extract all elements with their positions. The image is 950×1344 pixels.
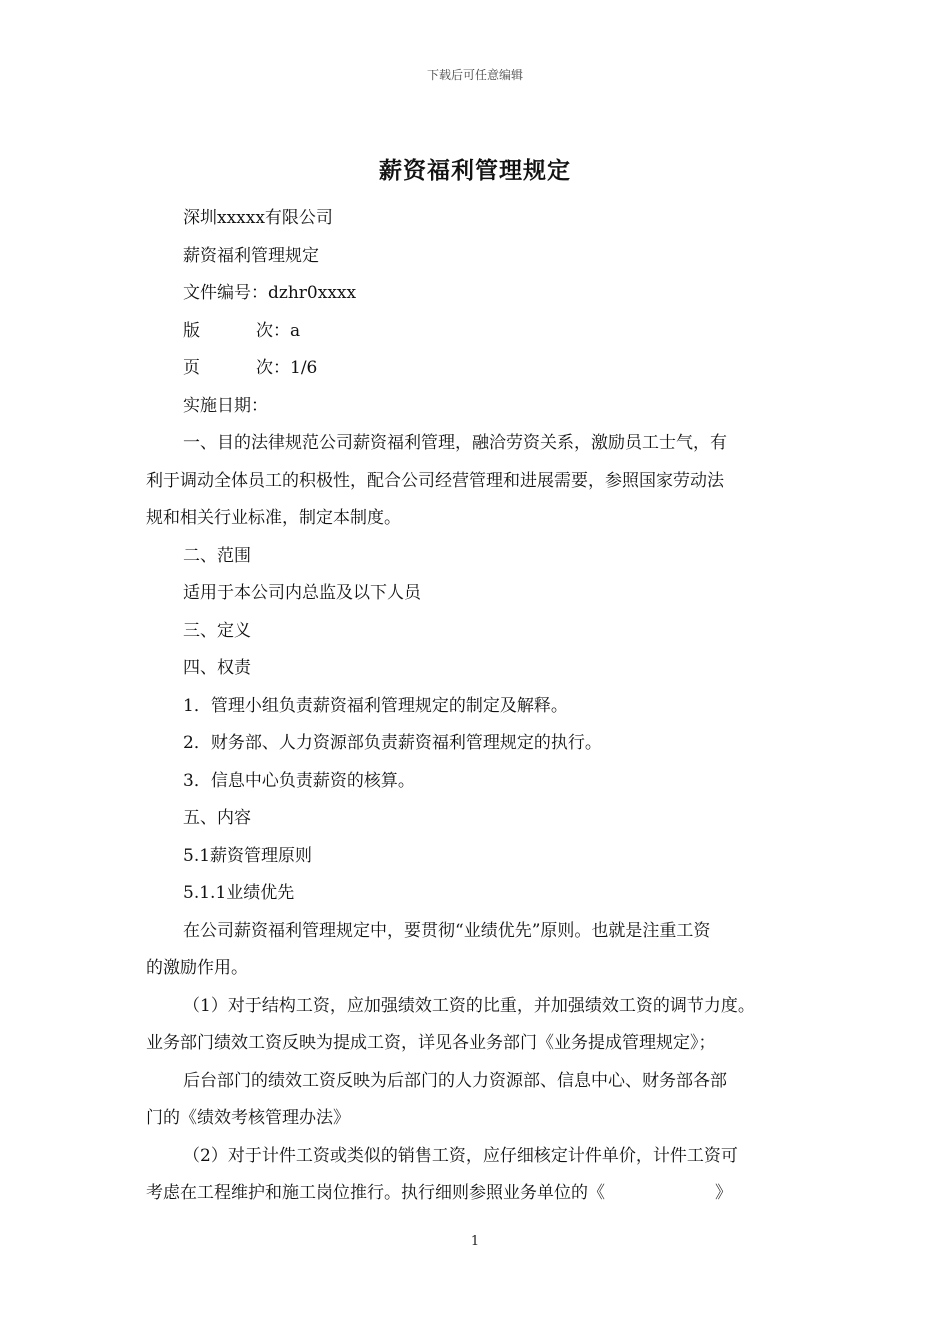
rights-item: 1．管理小组负责薪资福利管理规定的制定及解释。 bbox=[183, 695, 568, 716]
version-value: 次：a bbox=[256, 320, 301, 341]
paragraph-line: （1）对于结构工资，应加强绩效工资的比重，并加强绩效工资的调节力度。 bbox=[183, 995, 755, 1016]
closing-bracket: 》 bbox=[715, 1183, 732, 1203]
page-info-value: 次：1/6 bbox=[256, 358, 318, 378]
page-number: 1 bbox=[470, 1234, 480, 1249]
section-5-1-1: 5.1.1业绩优先 bbox=[183, 883, 295, 903]
scope-text: 适用于本公司内总监及以下人员 bbox=[183, 583, 421, 603]
document-body bbox=[146, 200, 811, 1213]
paragraph-line: （2）对于计件工资或类似的销售工资，应仔细核定计件单价，计件工资可 bbox=[183, 1145, 738, 1166]
definition-heading: 三、定义 bbox=[183, 620, 251, 641]
paragraph-line: 的激励作用。 bbox=[146, 958, 248, 978]
document-title: 薪资福利管理规定 bbox=[379, 157, 571, 184]
purpose-line: 一、目的法律规范公司薪资福利管理，融洽劳资关系，激励员工士气，有 bbox=[183, 433, 727, 453]
doc-title-line: 薪资福利管理规定 bbox=[183, 245, 319, 266]
purpose-line: 规和相关行业标准，制定本制度。 bbox=[146, 508, 401, 528]
page-info-line bbox=[146, 350, 811, 388]
rights-heading: 四、权责 bbox=[183, 658, 251, 678]
version-line bbox=[146, 313, 811, 351]
paragraph-line: 后台部门的绩效工资反映为后部门的人力资源部、信息中心、财务部各部 bbox=[183, 1070, 727, 1091]
effective-date: 实施日期： bbox=[183, 395, 268, 416]
paragraph-line: 在公司薪资福利管理规定中，要贯彻“业绩优先”原则。也就是注重工资 bbox=[183, 920, 711, 941]
page-info-label: 页 bbox=[183, 358, 200, 378]
purpose-line: 利于调动全体员工的积极性，配合公司经营管理和进展需要，参照国家劳动法 bbox=[146, 470, 724, 491]
paragraph-line: 业务部门绩效工资反映为提成工资，详见各业务部门《业务提成管理规定》； bbox=[146, 1033, 716, 1053]
company-name: 深圳xxxxx有限公司 bbox=[183, 208, 333, 228]
paragraph-line bbox=[146, 1175, 811, 1213]
content-heading: 五、内容 bbox=[183, 808, 251, 828]
doc-number: 文件编号：dzhr0xxxx bbox=[183, 283, 357, 303]
paragraph-text: 考虑在工程维护和施工岗位推行。执行细则参照业务单位的《 bbox=[146, 1183, 605, 1203]
header-note: 下载后可任意编辑 bbox=[426, 68, 523, 82]
version-label: 版 bbox=[183, 320, 200, 341]
scope-heading: 二、范围 bbox=[183, 545, 251, 566]
rights-item: 2．财务部、人力资源部负责薪资福利管理规定的执行。 bbox=[183, 733, 602, 753]
section-5-1: 5.1薪资管理原则 bbox=[183, 845, 313, 866]
paragraph-line: 门的《绩效考核管理办法》 bbox=[146, 1108, 350, 1128]
rights-item: 3．信息中心负责薪资的核算。 bbox=[183, 770, 415, 791]
